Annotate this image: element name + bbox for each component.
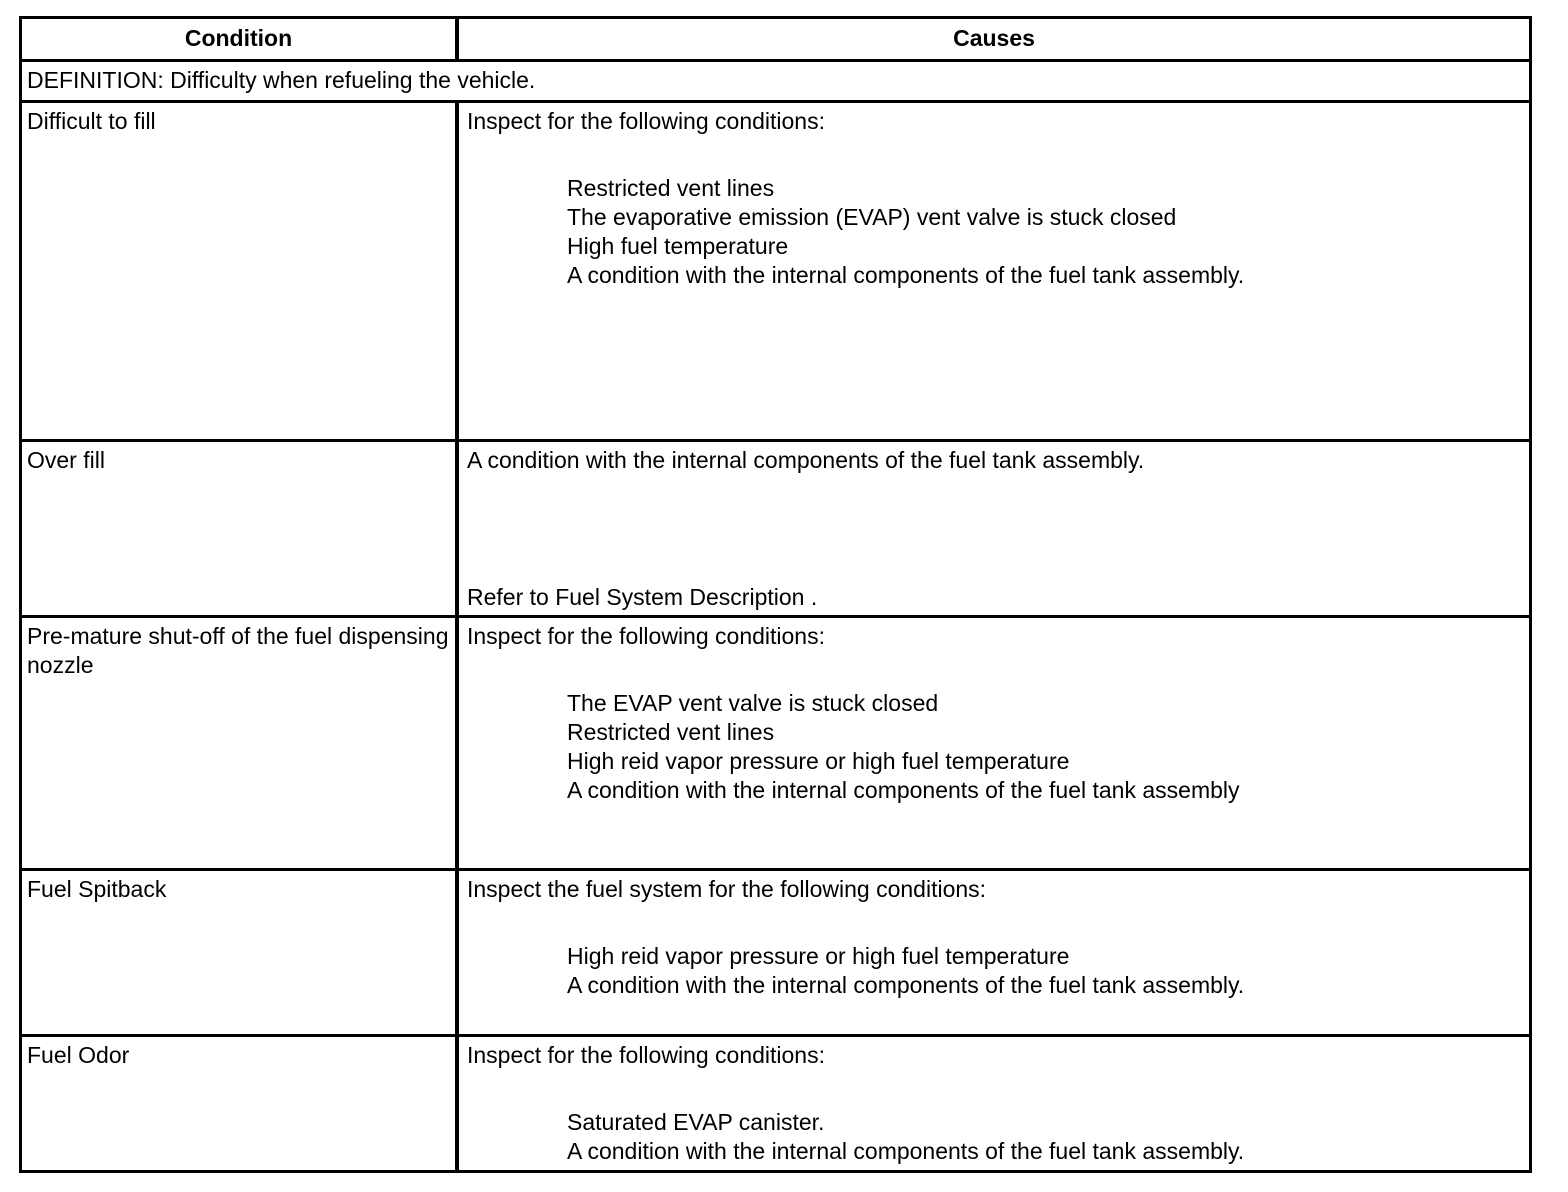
table-row [22, 103, 1529, 442]
list-item: The EVAP vent valve is stuck closed [567, 690, 939, 716]
definition-text: DEFINITION: Difficulty when refueling the vehicle. [27, 67, 536, 93]
condition-cell: Pre-mature shut-off of the fuel dispensing nozzle [22, 618, 459, 868]
list-item: A condition with the internal components of the fuel tank assembly [567, 777, 1240, 803]
causes-cell [459, 871, 1529, 1034]
causes-intro: Inspect the fuel system for the following conditions: [467, 876, 987, 902]
condition-column-header: Condition [22, 19, 459, 59]
list-item: Restricted vent lines [567, 719, 775, 745]
list-item: A condition with the internal components of the fuel tank assembly. [567, 262, 1245, 288]
causes-intro: Inspect for the following conditions: [467, 108, 825, 134]
reference-link-text[interactable]: Refer to Fuel System Description . [467, 584, 818, 610]
causes-cell [459, 442, 1529, 615]
table-header-row [22, 19, 1529, 62]
condition-cell: Over fill [22, 442, 459, 615]
causes-cell [459, 1037, 1529, 1170]
causes-list [567, 942, 1529, 1000]
causes-list [567, 174, 1529, 290]
diagnosis-table [19, 16, 1532, 1173]
condition-cell: Fuel Odor [22, 1037, 459, 1170]
list-item: The evaporative emission (EVAP) vent valve is stuck closed [567, 204, 1177, 230]
table-row [22, 618, 1529, 871]
definition-row [22, 62, 1529, 103]
list-item: High reid vapor pressure or high fuel temperature [567, 748, 1070, 774]
causes-list [567, 689, 1529, 805]
causes-intro: Inspect for the following conditions: [467, 623, 825, 649]
causes-list [567, 1108, 1529, 1166]
list-item: High fuel temperature [567, 233, 789, 259]
causes-cell [459, 618, 1529, 868]
causes-intro: A condition with the internal components of the fuel tank assembly. [467, 447, 1145, 473]
list-item: A condition with the internal components of the fuel tank assembly. [567, 972, 1245, 998]
list-item: Saturated EVAP canister. [567, 1109, 825, 1135]
table-row [22, 1037, 1529, 1170]
condition-cell: Fuel Spitback [22, 871, 459, 1034]
list-item: A condition with the internal components of the fuel tank assembly. [567, 1138, 1245, 1164]
list-item: Restricted vent lines [567, 175, 775, 201]
list-item: High reid vapor pressure or high fuel temperature [567, 943, 1070, 969]
causes-cell [459, 103, 1529, 439]
condition-cell: Difficult to fill [22, 103, 459, 439]
table-row [22, 442, 1529, 618]
causes-column-header: Causes [953, 25, 1035, 51]
causes-intro: Inspect for the following conditions: [467, 1042, 825, 1068]
table-row [22, 871, 1529, 1037]
